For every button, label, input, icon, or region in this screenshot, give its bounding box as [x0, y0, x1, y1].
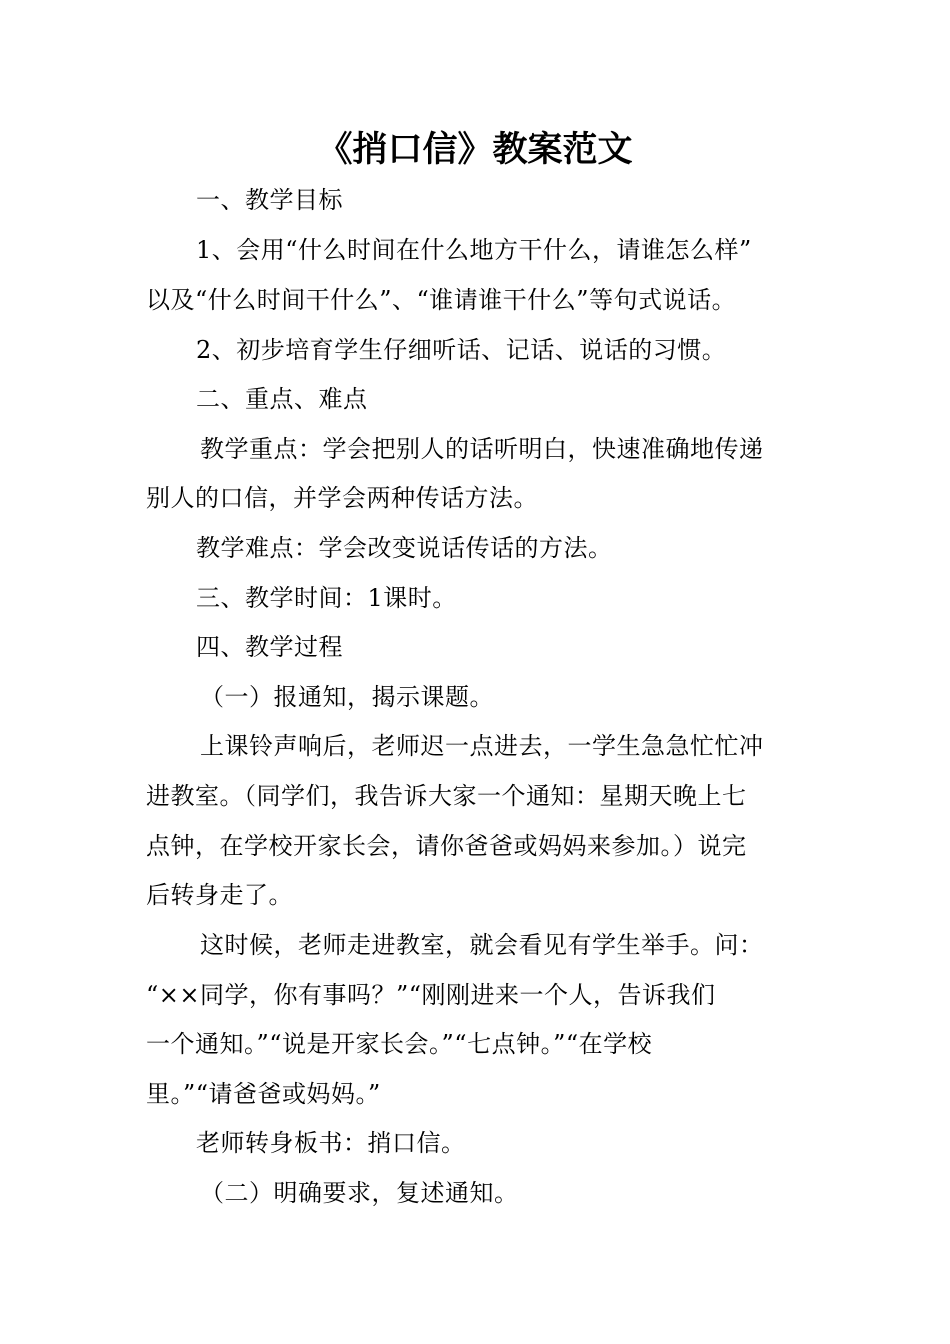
- paragraph-line: 进教室。（同学们，我告诉大家一个通知：星期天晚上七: [146, 782, 747, 810]
- subsection-heading: （一）报通知，揭示课题。: [200, 683, 494, 711]
- section-heading-key-points: 二、重点、难点: [196, 385, 368, 413]
- subsection-heading: （二）明确要求，复述通知。: [200, 1179, 519, 1207]
- paragraph-line: “××同学，你有事吗？”“刚刚进来一个人，告诉我们: [146, 981, 716, 1009]
- paragraph-line: 后转身走了。: [146, 881, 293, 909]
- paragraph-line: 点钟，在学校开家长会，请你爸爸或妈妈来参加。）说完: [146, 832, 747, 860]
- document-title: 《捎口信》教案范文: [317, 130, 633, 170]
- paragraph-line: 别人的口信，并学会两种传话方法。: [146, 484, 538, 512]
- paragraph-line: 2、初步培育学生仔细听话、记话、说话的习惯。: [196, 336, 727, 364]
- section-heading-process: 四、教学过程: [196, 633, 343, 661]
- paragraph-line: 一个通知。”“说是开家长会。”“七点钟。”“在学校: [146, 1030, 653, 1058]
- section-heading-objectives: 一、教学目标: [196, 186, 343, 214]
- paragraph-line: 1、会用“什么时间在什么地方干什么，请谁怎么样”: [196, 236, 752, 264]
- paragraph-line: 这时候，老师走进教室，就会看见有学生举手。问：: [200, 931, 764, 959]
- paragraph-line: 上课铃声响后，老师迟一点进去，一学生急急忙忙冲: [200, 732, 764, 760]
- paragraph-line: 老师转身板书：捎口信。: [196, 1129, 466, 1157]
- paragraph-line: 教学重点：学会把别人的话听明白，快速准确地传递: [200, 435, 764, 463]
- section-heading-time: 三、教学时间：1课时。: [196, 584, 457, 612]
- paragraph-line: 以及“什么时间干什么”、“谁请谁干什么”等句式说话。: [146, 286, 737, 314]
- paragraph-line: 教学难点：学会改变说话传话的方法。: [196, 534, 613, 562]
- paragraph-line: 里。”“请爸爸或妈妈。”: [146, 1080, 381, 1108]
